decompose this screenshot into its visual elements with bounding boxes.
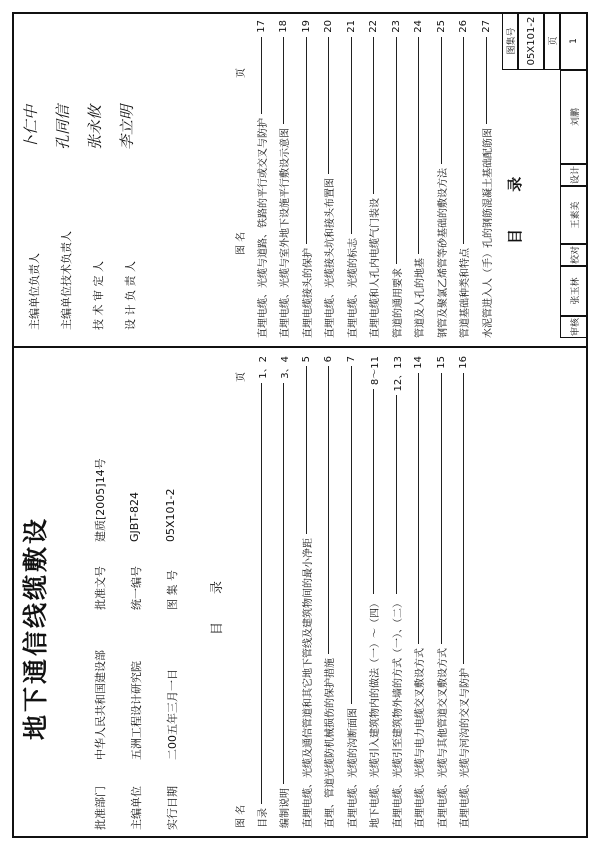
signature-role: 主编单位技术负责人 bbox=[60, 231, 73, 330]
toc-entry bbox=[387, 356, 405, 828]
toc-leader-line bbox=[463, 373, 464, 664]
toc-leader-line bbox=[373, 37, 374, 194]
atlas-no: 05X101-2 bbox=[518, 12, 544, 70]
section-title: 目 录 bbox=[506, 160, 524, 244]
toc-entry-name: 管道及人孔的地基 bbox=[415, 258, 426, 338]
toc-entry-page: 26 bbox=[458, 20, 469, 33]
toc-entry-name: 直埋电缆和人孔内电缆气门装设 bbox=[370, 198, 381, 338]
toc-entry bbox=[410, 356, 428, 828]
toc-page-header-left: 页 bbox=[236, 372, 247, 382]
signature-role: 设 计 负 责 人 bbox=[124, 261, 137, 330]
signature-handwriting: 孔同信 bbox=[54, 104, 72, 150]
toc-leader-line bbox=[328, 37, 329, 174]
approval-value: 二00五年三月一日 bbox=[166, 669, 179, 760]
approval-value: 中华人民共和国建设部 bbox=[94, 650, 107, 760]
toc-entry-page: 5 bbox=[300, 356, 312, 363]
toc-entry-page: 27 bbox=[480, 20, 492, 33]
toc-entry bbox=[477, 20, 495, 338]
signature-role: 主编单位负责人 bbox=[28, 253, 41, 330]
toc-entry-page: 6 bbox=[323, 356, 334, 363]
toc-entry-name: 直埋电缆、光缆与室外地下设施平行敷设示意图 bbox=[280, 128, 291, 338]
toc-entry bbox=[275, 356, 293, 828]
toc-page-header-right: 页 bbox=[236, 68, 247, 78]
document-title: 地下通信线缆敷设 bbox=[21, 515, 50, 740]
atlas-no-label: 图集号 bbox=[502, 12, 518, 70]
toc-entry-page: 15 bbox=[435, 356, 447, 369]
toc-entry bbox=[432, 356, 450, 828]
toc-entry-page: 3、4 bbox=[280, 356, 291, 379]
approval-value: 五洲工程设计研究院 bbox=[130, 661, 143, 760]
toc-entry-name: 直埋电缆、光缆及通信管道和其它地下管线及建筑物间的最小净距 bbox=[302, 538, 314, 828]
toc-entry bbox=[455, 20, 473, 338]
toc-entry-name: 直埋、管道光缆防机械损伤的保护措施 bbox=[325, 658, 336, 828]
signature-handwriting: 张永攸 bbox=[86, 104, 104, 150]
toc-entry bbox=[365, 20, 383, 338]
toc-entry-page: 14 bbox=[413, 356, 424, 369]
toc-entry-page: 21 bbox=[345, 20, 357, 33]
panel-divider bbox=[12, 346, 588, 348]
toc-entry bbox=[252, 356, 270, 828]
toc-entry bbox=[320, 20, 338, 338]
toc-entry bbox=[365, 356, 383, 828]
toc-entry-name: 直埋电缆、光缆与电力电缆交叉敷设方式 bbox=[415, 648, 426, 828]
toc-leader-line bbox=[351, 366, 352, 704]
toc-entry-name: 地下电缆、光缆引入建筑物内的做法（一）～（四） bbox=[370, 598, 381, 828]
toc-title-left: 目录 bbox=[210, 552, 225, 635]
toc-entry-name: 直埋电缆、光缆的标志 bbox=[347, 238, 359, 338]
toc-leader-line bbox=[261, 383, 262, 804]
approval-label: 批准部门 bbox=[94, 786, 107, 830]
toc-entry-name: 目录 bbox=[257, 808, 269, 828]
toc-entry-name: 直埋电缆、光缆与河沟的交叉与防护 bbox=[460, 668, 471, 828]
toc-leader-line bbox=[396, 395, 397, 594]
toc-entry-name: 管道的通用要求 bbox=[392, 268, 404, 338]
toc-leader-line bbox=[283, 383, 284, 784]
toc-entry-page: 23 bbox=[390, 20, 402, 33]
toc-leader-line bbox=[328, 366, 329, 654]
toc-entry bbox=[342, 356, 360, 828]
toc-entry-page: 12、13 bbox=[392, 356, 404, 392]
toc-entry-name: 直埋电缆、光缆接头坑和接头布置图 bbox=[325, 178, 336, 338]
approval-label: 主编单位 bbox=[130, 786, 143, 830]
toc-entry bbox=[297, 356, 315, 828]
signature-role: 技 术 审 定 人 bbox=[92, 261, 105, 330]
design-label: 设计 bbox=[560, 164, 588, 186]
toc-entry-page: 16 bbox=[458, 356, 469, 369]
approval-value-2: 建质[2005]14号 bbox=[94, 458, 107, 542]
approval-label-2: 图 集 号 bbox=[166, 570, 179, 610]
toc-entry-page: 7 bbox=[345, 356, 357, 363]
approval-label-2: 批准文号 bbox=[94, 566, 107, 610]
toc-entry-page: 1、2 bbox=[257, 356, 269, 379]
toc-entry-name: 直埋电缆、光缆与其他管道交叉敷设方式 bbox=[437, 648, 449, 828]
signature-handwriting: 卜仁中 bbox=[22, 104, 40, 150]
toc-entry-name: 管道基础种类和特点 bbox=[460, 248, 471, 338]
toc-name-header-left: 图 名 bbox=[236, 804, 247, 828]
toc-leader-line bbox=[261, 37, 262, 114]
toc-leader-line bbox=[373, 389, 374, 594]
toc-leader-line bbox=[441, 37, 442, 164]
toc-leader-line bbox=[306, 366, 307, 534]
toc-entry-name: 直埋电缆、光缆引至建筑物外墙的方式（一）、（二） bbox=[392, 598, 404, 828]
toc-entry bbox=[275, 20, 293, 338]
toc-entry bbox=[297, 20, 315, 338]
toc-entry-name: 水泥管进入人（手）孔的钢筋混凝土基础配筋图 bbox=[482, 128, 494, 338]
toc-entry-page: 17 bbox=[255, 20, 267, 33]
toc-entry-page: 24 bbox=[413, 20, 424, 33]
toc-entry-name: 编制说明 bbox=[280, 788, 291, 828]
toc-entry bbox=[252, 20, 270, 338]
approval-label: 实行日期 bbox=[166, 786, 179, 830]
toc-leader-line bbox=[396, 37, 397, 264]
toc-leader-line bbox=[441, 373, 442, 644]
toc-leader-line bbox=[418, 37, 419, 254]
toc-entry-page: 25 bbox=[435, 20, 447, 33]
toc-entry-name: 直埋电缆接头的保护 bbox=[302, 248, 314, 338]
review-name: 张玉林 bbox=[560, 266, 588, 316]
toc-entry bbox=[455, 356, 473, 828]
check-name: 王素美 bbox=[560, 186, 588, 244]
toc-entry bbox=[342, 20, 360, 338]
toc-entry bbox=[387, 20, 405, 338]
toc-entry bbox=[432, 20, 450, 338]
toc-entry-page: 18 bbox=[278, 20, 289, 33]
toc-entry-page: 22 bbox=[368, 20, 379, 33]
check-label: 校对 bbox=[560, 244, 588, 266]
toc-leader-line bbox=[463, 37, 464, 244]
approval-value-2: 05X101-2 bbox=[164, 488, 177, 542]
toc-entry bbox=[320, 356, 338, 828]
toc-entry-page: 20 bbox=[323, 20, 334, 33]
review-label: 审核 bbox=[560, 316, 588, 338]
toc-entry-name: 直埋电缆、光缆的沟断面图 bbox=[347, 708, 359, 828]
approval-label-2: 统一编号 bbox=[130, 566, 143, 610]
toc-entry-page: 8～11 bbox=[370, 356, 381, 386]
toc-entry bbox=[410, 20, 428, 338]
approval-value-2: GJBT-824 bbox=[128, 492, 141, 542]
toc-entry-name: 直埋电缆、光缆与道路、铁路的平行或交叉与防护 bbox=[257, 118, 269, 338]
page-label: 页 bbox=[544, 12, 560, 70]
toc-entry-page: 19 bbox=[300, 20, 312, 33]
signature-handwriting: 李立明 bbox=[118, 104, 136, 150]
toc-name-header-right: 图 名 bbox=[236, 231, 247, 255]
toc-leader-line bbox=[418, 373, 419, 644]
toc-leader-line bbox=[283, 37, 284, 124]
toc-entry-name: 钢管及聚氯乙烯管等砂基础的敷设方法 bbox=[437, 168, 449, 338]
toc-leader-line bbox=[486, 37, 487, 124]
toc-leader-line bbox=[351, 37, 352, 234]
toc-leader-line bbox=[306, 37, 307, 244]
design-name: 刘鹏 bbox=[560, 70, 588, 164]
page-no: 1 bbox=[560, 12, 588, 70]
